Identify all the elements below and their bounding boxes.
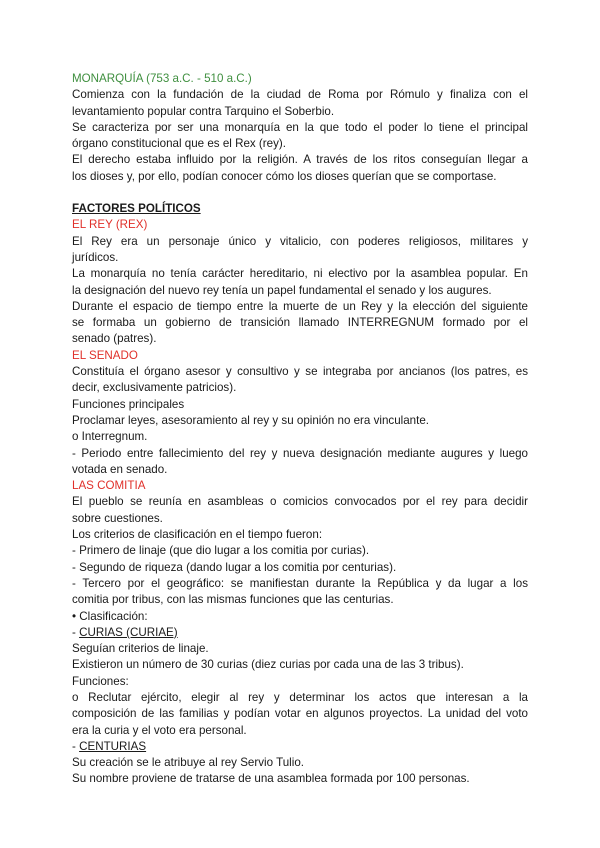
comitia-line: - Segundo de riqueza (dando lugar a los comitia por centurias). <box>72 560 397 574</box>
centurias-line: Su nombre proviene de tratarse de una asamblea formada por 100 personas. <box>72 772 470 786</box>
intro-line: El derecho estaba influido por la religión. A través de los ritos conseguían llegar a <box>72 153 528 167</box>
rey-line: se formaba un gobierno de transición llamado INTERREGNUM formado por el <box>72 316 528 330</box>
document-page <box>72 71 528 788</box>
curias-line: composición de las familias y podían votar en algunos proyectos. La unidad del voto <box>72 707 528 721</box>
comitia-line: - Primero de linaje (que dio lugar a los comitia por curias). <box>72 544 370 558</box>
senado-line: Constituía el órgano asesor y consultivo y se integraba por ancianos (los patres, es <box>72 365 528 379</box>
curias-line: Existieron un número de 30 curias (diez curias por cada una de las 3 tribus). <box>72 658 464 672</box>
comitia-line: comitia por tribus, con las mismas funciones que las centurias. <box>72 593 394 607</box>
comitia-line: Los criterios de clasificación en el tiempo fueron: <box>72 528 323 542</box>
curias-line: Funciones: <box>72 674 129 688</box>
curias-line: o Reclutar ejército, elegir al rey y determinar los actos que interesan a la <box>72 690 528 704</box>
rey-line: jurídicos. <box>72 250 119 264</box>
page-title: MONARQUÍA (753 a.C. - 510 a.C.) <box>72 72 252 85</box>
rey-line: la designación del nuevo rey tenía un papel fundamental el senado y los augures. <box>72 283 492 297</box>
senado-line: - Periodo entre fallecimiento del rey y nueva designación mediante augures y luego <box>72 446 528 460</box>
comitia-line: - Tercero por el geográfico: se manifiestan durante la República y da lugar a los <box>72 576 528 590</box>
rey-heading: EL REY (REX) <box>72 218 148 232</box>
senado-line: votada en senado. <box>72 462 168 476</box>
senado-heading: EL SENADO <box>72 348 138 362</box>
intro-line: Comienza con la fundación de la ciudad de Roma por Rómulo y finaliza con el <box>72 88 528 102</box>
senado-line: Funciones principales <box>72 397 185 411</box>
senado-line: decir, exclusivamente patricios). <box>72 381 237 395</box>
factores-politicos-heading: FACTORES POLÍTICOS <box>72 202 201 216</box>
curias-heading-line <box>72 625 528 641</box>
comitia-heading: LAS COMITIA <box>72 479 146 493</box>
curias-line: era la curia y el voto era personal. <box>72 723 247 737</box>
rey-line: El Rey era un personaje único y vitalicio, con poderes religiosos, militares y <box>72 234 528 248</box>
comitia-line: sobre cuestiones. <box>72 511 163 525</box>
curias-heading: CURIAS (CURIAE) <box>79 625 178 639</box>
rey-line: La monarquía no tenía carácter hereditario, ni electivo por la asamblea popular. En <box>72 267 528 281</box>
intro-line: Se caracteriza por ser una monarquía en la que todo el poder lo tiene el principal <box>72 120 528 134</box>
senado-line: o Interregnum. <box>72 430 148 444</box>
intro-line: levantamiento popular contra Tarquino el Soberbio. <box>72 104 335 118</box>
centurias-prefix: - <box>72 739 80 753</box>
curias-prefix: - <box>72 625 80 639</box>
curias-line: Seguían criterios de linaje. <box>72 642 209 656</box>
centurias-heading: CENTURIAS <box>79 739 147 753</box>
centurias-heading-line <box>72 739 528 755</box>
intro-line: los dioses y, por ello, podían conocer cómo los dioses querían que se comportase. <box>72 169 497 183</box>
rey-line: senado (patres). <box>72 332 157 346</box>
centurias-line: Su creación se le atribuye al rey Servio Tulio. <box>72 756 304 770</box>
senado-line: Proclamar leyes, asesoramiento al rey y su opinión no era vinculante. <box>72 413 430 427</box>
intro-line: órgano constitucional que es el Rex (rey). <box>72 137 286 151</box>
rey-line: Durante el espacio de tiempo entre la muerte de un Rey y la elección del siguiente <box>72 299 528 313</box>
comitia-line: • Clasificación: <box>72 609 148 623</box>
comitia-line: El pueblo se reunía en asambleas o comicios convocados por el rey para decidir <box>72 495 528 509</box>
